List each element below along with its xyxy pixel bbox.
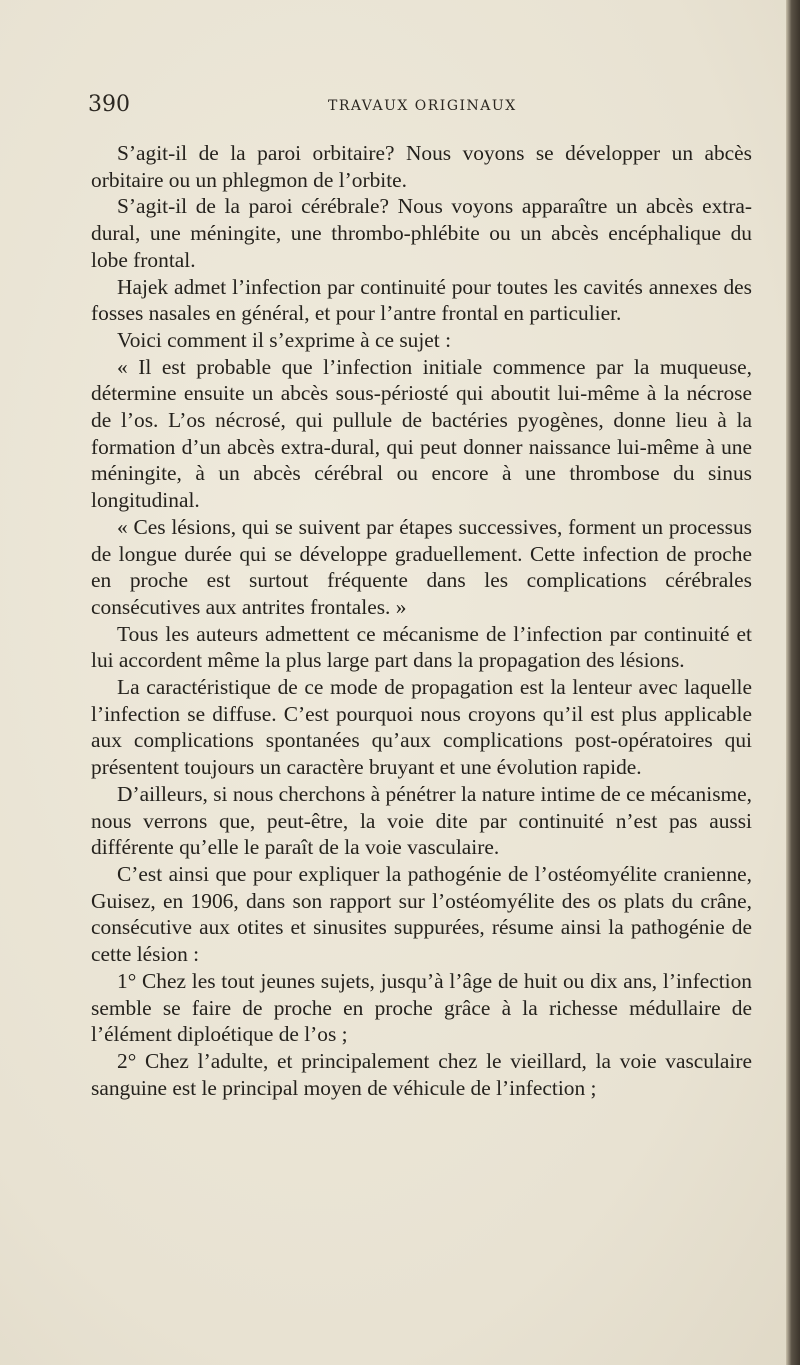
page-edge-shadow <box>786 0 800 1365</box>
running-title: TRAVAUX ORIGINAUX <box>328 98 517 114</box>
page-header <box>88 92 748 122</box>
paragraph-item-1: 1° Chez les tout jeunes sujets, jusqu’à l’âge de huit ou dix ans, l’infection semble se faire de proche en proche grâce à la richesse médullaire de l’élément diploétique de l’os ; <box>91 968 752 1047</box>
paragraph-guisez: C’est ainsi que pour expliquer la pathogénie de l’ostéomyélite cranienne, Guisez, en 1906, dans son rapport sur l’ostéomyélite des os plats du crâne, consécutive aux otites et sinusites suppurées, résume ainsi la pathogénie de cette lésion : <box>91 861 752 967</box>
paragraph-orbital-wall: S’agit-il de la paroi orbitaire? Nous voyons se développer un abcès orbitaire ou un phlegmon de l’orbite. <box>91 141 752 192</box>
paragraph-voici: Voici comment il s’exprime à ce sujet : <box>117 327 452 352</box>
paragraph-item-2: 2° Chez l’adulte, et principalement chez le vieillard, la voie vasculaire sanguine est le principal moyen de véhicule de l’infection ; <box>91 1048 752 1100</box>
paragraph-quote-2: « Ces lésions, qui se suivent par étapes successives, forment un processus de longue durée qui se développe graduellement. Cette infection de proche en proche est surtout fréquente dans les complications cérébrales consécutives aux antrites frontales. » <box>91 514 752 619</box>
paragraph-auteurs: Tous les auteurs admettent ce mécanisme de l’infection par continuité et lui accordent même la plus large part dans la propagation des lésions. <box>91 621 752 673</box>
paragraph-cerebral-wall: S’agit-il de la paroi cérébrale? Nous voyons apparaître un abcès extra-dural, une méningite, une thrombo-phlébite ou un abcès encéphalique du lobe frontal. <box>91 194 752 272</box>
page-number: 390 <box>88 92 130 117</box>
paragraph-ailleurs: D’ailleurs, si nous cherchons à pénétrer la nature intime de ce mécanisme, nous verrons que, peut-être, la voie dite par continuité n’est pas aussi différente qu’elle le paraît de la voie vasculaire. <box>91 781 752 860</box>
paragraph-caracteristique: La caractéristique de ce mode de propagation est la lenteur avec laquelle l’infection se diffuse. C’est pourquoi nous croyons qu’il est plus applicable aux complications spontanées qu’aux complications post-opératoires qui présentent toujours un caractère bruyant et une évolution rapide. <box>91 675 752 780</box>
body-text <box>91 140 752 1101</box>
paragraph-hajek: Hajek admet l’infection par continuité pour toutes les cavités annexes des fosses nasales en général, et pour l’antre frontal en particulier. <box>91 274 752 326</box>
paragraph-quote-1: « Il est probable que l’infection initiale commence par la muqueuse, détermine ensuite un abcès sous-périosté qui aboutit lui-même à la nécrose de l’os. L’os nécrosé, qui pullule de bactéries pyogènes, donne lieu à la formation d’un abcès extra-dural, qui peut donner naissance lui-même à une méningite, à un abcès cérébral ou encore à une thrombose du sinus longitudinal. <box>91 354 752 513</box>
